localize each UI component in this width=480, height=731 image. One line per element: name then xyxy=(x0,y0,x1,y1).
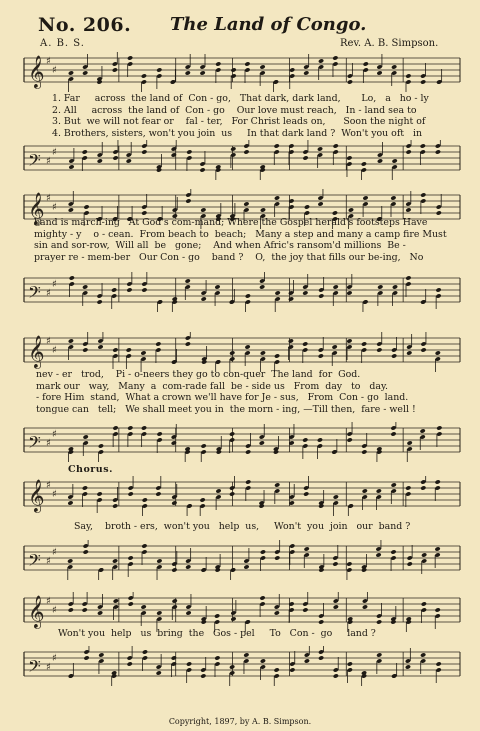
music-system-1 xyxy=(22,50,462,180)
lyric-line: 4. Brothers, sisters, won't you join us In that dark land ? Won't you oft in xyxy=(52,127,423,139)
lyric-line: 1. Far across the land of Con - go, That dark, dark land, Lo, a ho - ly xyxy=(52,93,429,104)
svg-text:♯: ♯ xyxy=(52,202,57,213)
svg-text:♯: ♯ xyxy=(46,662,51,673)
bass-staff-2 xyxy=(22,272,462,312)
lyric-line: band is march-ing At God's com-mand; Where the Gospel herald's footsteps Have xyxy=(34,217,428,228)
bass-staff-3 xyxy=(22,422,462,462)
svg-text:♯: ♯ xyxy=(52,345,57,356)
svg-text:𝄞: 𝄞 xyxy=(28,335,45,368)
svg-text:𝄞: 𝄞 xyxy=(28,595,45,628)
svg-text:♯: ♯ xyxy=(52,605,57,616)
hymn-title: The Land of Congo. xyxy=(170,14,367,35)
svg-text:♯: ♯ xyxy=(52,547,57,558)
copyright-notice: Copyright, 1897, by A. B. Simpson. xyxy=(168,717,312,726)
lyric-line: Say, broth - ers, won't you help us, Won't you join our band ? xyxy=(74,521,411,532)
svg-text:♯: ♯ xyxy=(52,489,57,500)
svg-text:♯: ♯ xyxy=(46,288,51,299)
bass-staff-1 xyxy=(22,140,462,180)
music-system-3 xyxy=(22,330,462,460)
lyric-line: tongue can tell; We shall meet you in the morn - ing, —Till then, fare - well ! xyxy=(36,403,416,415)
svg-text:♯: ♯ xyxy=(46,336,51,347)
music-credit: Rev. A. B. Simpson. xyxy=(340,38,439,49)
svg-text:𝄢: 𝄢 xyxy=(28,550,41,574)
svg-text:♯: ♯ xyxy=(46,193,51,204)
chorus-label: Chorus. xyxy=(68,464,113,475)
hymn-number: No. 206. xyxy=(38,14,132,36)
treble-staff-3 xyxy=(22,332,462,372)
svg-text:𝄞: 𝄞 xyxy=(28,192,45,225)
lyric-line: - fore Him stand, What a crown we'll have for Je - sus, From Con - go land. xyxy=(36,392,409,404)
svg-text:♯: ♯ xyxy=(46,556,51,567)
lyric-line: mark our way, Many a com-rade fall be - side us From day to day. xyxy=(36,380,388,392)
lyric-line: mighty - y o - cean. From beach to beach; Many a step and many a camp fire Must xyxy=(34,228,447,240)
svg-text:♯: ♯ xyxy=(52,653,57,664)
svg-text:♯: ♯ xyxy=(52,147,57,158)
svg-text:♯: ♯ xyxy=(46,438,51,449)
svg-text:𝄢: 𝄢 xyxy=(28,656,41,680)
svg-text:♯: ♯ xyxy=(46,156,51,167)
treble-staff-1 xyxy=(22,52,462,92)
lyrics-block-2 xyxy=(34,217,474,263)
lyrics-block-3 xyxy=(36,369,476,415)
lyric-line: nev - er trod, Pi - o-neers they go to con-quer The land for God. xyxy=(36,369,361,380)
bass-staff-5 xyxy=(22,646,462,686)
music-system-4 xyxy=(22,466,462,576)
svg-text:𝄞: 𝄞 xyxy=(28,479,45,512)
lyrics-block-5 xyxy=(58,628,480,640)
svg-text:♯: ♯ xyxy=(46,480,51,491)
lyrics-block-4 xyxy=(74,521,480,533)
music-system-2 xyxy=(22,187,462,317)
svg-text:𝄞: 𝄞 xyxy=(28,55,45,88)
svg-text:♯: ♯ xyxy=(52,279,57,290)
lyric-line: 2. All across the land of Con - go Our love must reach, In - land sea to xyxy=(52,104,417,116)
svg-text:♯: ♯ xyxy=(52,429,57,440)
lyric-line: 3. But we will not fear or fal - ter, For Christ leads on, Soon the night of xyxy=(52,116,426,128)
svg-text:𝄢: 𝄢 xyxy=(28,150,41,174)
treble-staff-5 xyxy=(22,592,462,632)
music-system-5 xyxy=(22,588,462,713)
treble-staff-4 xyxy=(22,476,462,516)
lyrics-block-1 xyxy=(52,93,480,139)
svg-text:𝄢: 𝄢 xyxy=(28,282,41,306)
bass-staff-4 xyxy=(22,540,462,580)
lyric-line: Won't you help us bring the Gos - pel To Con - go land ? xyxy=(58,628,376,639)
lyric-line: prayer re - mem-ber Our Con - go band ? O, the joy that fills our be-ing, No xyxy=(34,251,424,263)
svg-text:♯: ♯ xyxy=(46,596,51,607)
lyric-line: sin and sor-row, Will all be gone; And when Afric's ransom'd millions Be - xyxy=(34,240,406,252)
svg-text:♯: ♯ xyxy=(46,56,51,67)
svg-text:𝄢: 𝄢 xyxy=(28,432,41,456)
words-credit: A. B. S. xyxy=(40,38,85,49)
svg-text:♯: ♯ xyxy=(52,65,57,76)
